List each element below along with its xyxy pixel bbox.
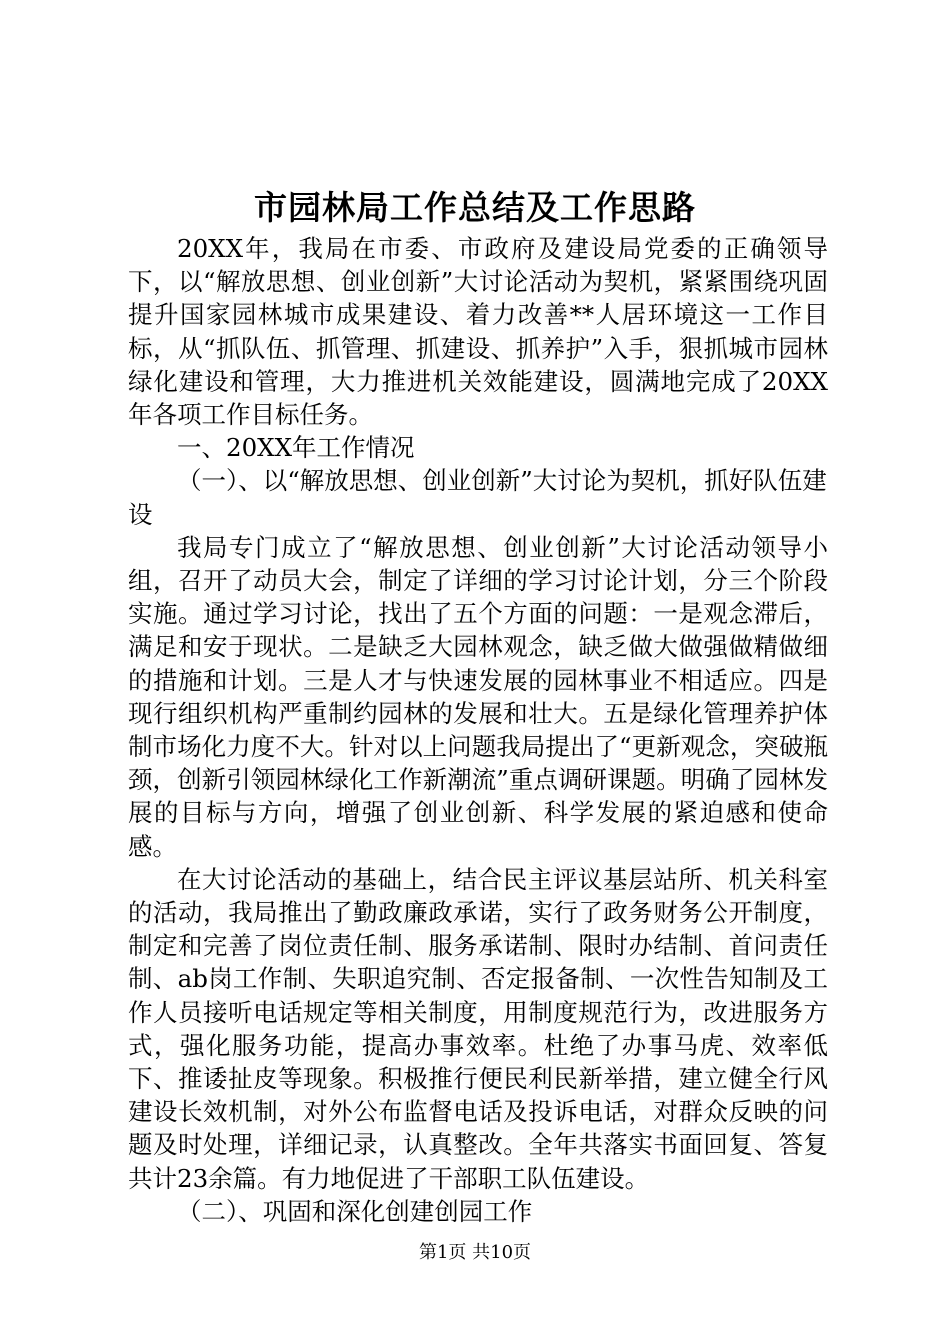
page-number-footer: 第1页 共10页 bbox=[418, 1242, 532, 1263]
subsection-heading-garden-city: （二）、巩固和深化创建创园工作 bbox=[177, 1196, 533, 1226]
document-title: 市园林局工作总结及工作思路 bbox=[254, 188, 696, 227]
subsection-heading-team-building: （一）、以“解放思想、创业创新”大讨论为契机，抓好队伍建设 bbox=[128, 466, 827, 529]
paragraph-system-building: 在大讨论活动的基础上，结合民主评议基层站所、机关科室的活动，我局推出了勤政廉政承诺，实行了政务财务公开制度，制定和完善了岗位责任制、服务承诺制、限时办结制、首问责任制、ab岗工作制、失职追究制、否定报备制、一次性告知制及工作人员接听电话规定等相关制度，用制度规范行为，改进服务方式，强化服务功能，提高办事效率。杜绝了办事马虎、效率低下、推诿扯皮等现象。积极推行便民利民新举措，建立健全行风建设长效机制，对外公布监督电话及投诉电话，对群众反映的问题及时处理，详细记录，认真整改。全年共落实书面回复、答复共计23余篇。有力地促进了干部职工队伍建设。 bbox=[128, 864, 828, 1193]
document-body bbox=[128, 232, 828, 1228]
intro-paragraph: 20XX年，我局在市委、市政府及建设局党委的正确领导下，以“解放思想、创业创新”大讨论活动为契机，紧紧围绕巩固提升国家园林城市成果建设、着力改善**人居环境这一工作目标，从“抓队伍、抓管理、抓建设、抓养护”入手，狠抓城市园林绿化建设和管理，大力推进机关效能建设，圆满地完成了20XX年各项工作目标任务。 bbox=[128, 234, 828, 430]
paragraph-discussion-activity: 我局专门成立了“解放思想、创业创新”大讨论活动领导小组，召开了动员大会，制定了详细的学习讨论计划，分三个阶段实施。通过学习讨论，找出了五个方面的问题：一是观念滞后，满足和安于现状。二是缺乏大园林观念，缺乏做大做强做精做细的措施和计划。三是人才与快速发展的园林事业不相适应。四是现行组织机构严重制约园林的发展和壮大。五是绿化管理养护体制市场化力度不大。针对以上问题我局提出了“更新观念，突破瓶颈，创新引领园林绿化工作新潮流”重点调研课题。明确了园林发展的目标与方向，增强了创业创新、科学发展的紧迫感和使命感。 bbox=[128, 532, 828, 861]
section-heading-work-status: 一、20XX年工作情况 bbox=[177, 433, 415, 463]
